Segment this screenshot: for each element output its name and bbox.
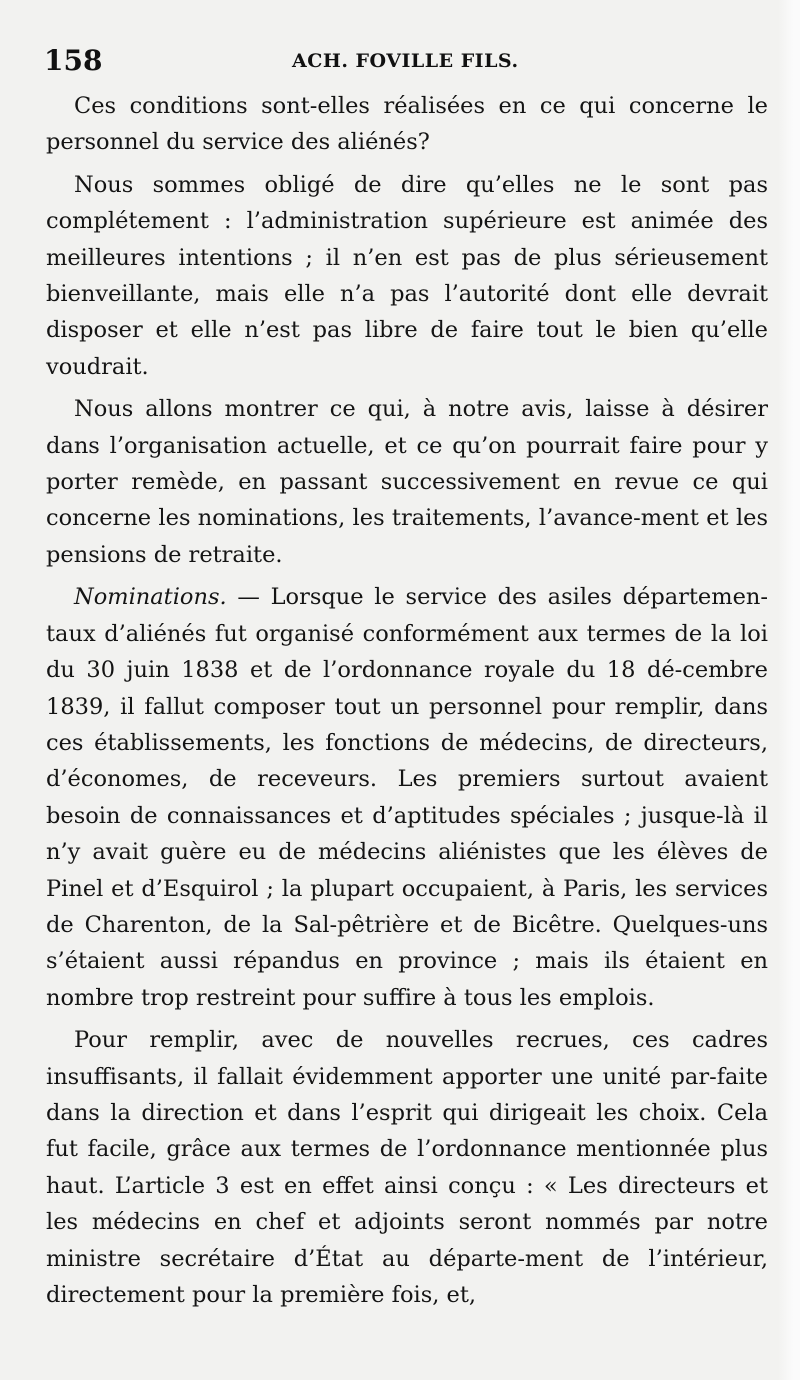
- page-header: [44, 44, 764, 80]
- paragraph-4-text: — Lorsque le service des asiles départemen-taux d’aliénés fut organisé conformément aux termes de la loi du 30 juin 1838 et de l’ordonnance royale du 18 dé-cembre 1839, il fallut composer tout un personnel pour remplir, dans ces établissements, les fonctions de médecins, de directeurs, d’économes, de receveurs. Les premiers surtout avaient besoin de connaissances et d’aptitudes spéciales ; jusque-là il n’y avait guère eu de médecins aliénistes que les élèves de Pinel et d’Esquirol ; la plupart occupaient, à Paris, les services de Charenton, de la Sal-pêtrière et de Bicêtre. Quelques-uns s’étaient aussi répandus en province ; mais ils étaient en nombre trop restreint pour suffire à tous les emplois.: [46, 584, 768, 1011]
- section-lead: Nominations.: [74, 584, 227, 611]
- paragraph-3-text: Nous allons montrer ce qui, à notre avis, laisse à désirer dans l’organisation actuelle, et ce qu’on pourrait faire pour y porter remède, en passant successivement en revue ce qui concerne les nominations, les traitements, l’avance-ment et les pensions de retraite.: [46, 396, 768, 568]
- paragraph-5: [46, 1022, 768, 1313]
- paragraph-5-text: Pour remplir, avec de nouvelles recrues, ces cadres insuffisants, il fallait évidemment apporter une unité par-faite dans la direction et dans l’esprit qui dirigeait les choix. Cela fut facile, grâce aux termes de l’ordonnance mentionnée plus haut. L’article 3 est en effet ainsi conçu : « Les directeurs et les médecins en chef et adjoints seront nommés par notre ministre secrétaire d’État au départe-ment de l’intérieur, directement pour la première fois, et,: [46, 1027, 768, 1308]
- page-number: 158: [44, 44, 103, 77]
- page-edge: [778, 0, 800, 1380]
- paragraph-2-text: Nous sommes obligé de dire qu’elles ne le sont pas complétement : l’administration supérieure est animée des meilleures intentions ; il n’en est pas de plus sérieusement bienveillante, mais elle n’a pas l’autorité dont elle devrait disposer et elle n’est pas libre de faire tout le bien qu’elle voudrait.: [46, 171, 768, 380]
- paragraph-2: [46, 167, 768, 385]
- paragraph-3: [46, 391, 768, 573]
- running-head: ACH. FOVILLE FILS.: [292, 50, 519, 72]
- body-text: [46, 88, 768, 1313]
- paragraph-1: [46, 88, 768, 161]
- paragraph-4: [46, 579, 768, 1016]
- paragraph-1-text: Ces conditions sont-elles réalisées en ce qui concerne le personnel du service des aliénés?: [46, 93, 768, 156]
